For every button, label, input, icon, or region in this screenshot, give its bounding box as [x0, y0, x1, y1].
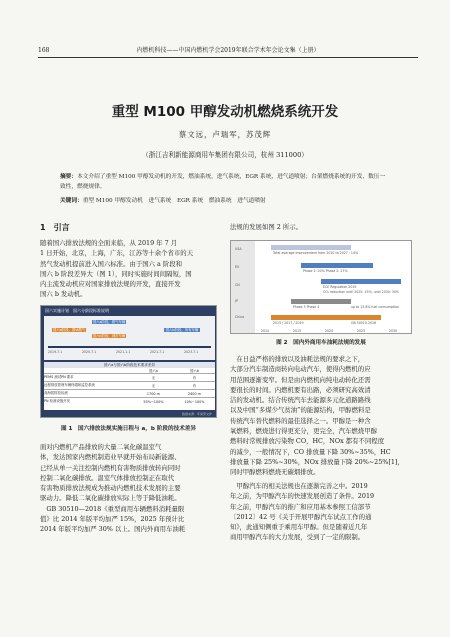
text-line: 国六 b 阶段差异大（图 1），同时实施时间间隔短，国 — [40, 269, 192, 278]
text-line: 传统汽车替代燃料的最佳选择之一。甲醇是一种含 — [230, 416, 371, 425]
text-line: 商用甲醇汽车的大力发展，受到了一定的限制。 — [230, 533, 365, 542]
figure-1-caption: 图 1 国六排放法规实施日程与 a，b 阶段的技术差异 — [61, 426, 196, 432]
abstract — [60, 172, 390, 192]
text-line: 用范围逐渐变窄。但是由内燃机向纯电动转化还需 — [230, 375, 371, 384]
region-column — [231, 241, 255, 334]
regulation-bar — [291, 299, 351, 304]
text-line: 洁的发动机。结合传统汽车去能源多元化道路路线 — [230, 396, 371, 405]
regulation-bar — [321, 279, 401, 284]
left-para-1 — [40, 238, 217, 300]
text-line: GB 30510—2018《重型商用车辆燃料消耗量限 — [40, 504, 185, 513]
text-line: 的减少，一般情况下，CO 排放量下降 30%~35%，HC — [230, 447, 391, 456]
figure-2 — [230, 240, 412, 334]
table-row: 国六a 国六b — [44, 368, 215, 374]
regulation-note: 2015 / 2017 / 2019 — [273, 321, 304, 325]
region-label: China — [235, 315, 245, 319]
left-para-2 — [40, 442, 217, 535]
table — [44, 368, 215, 405]
text-line: 知》，此通知侧重于乘用车甲醇。但是随着近几年 — [230, 523, 368, 532]
journal-title: 内燃机科技——中国内燃机学会2019年联合学术年会论文集（上册） — [136, 47, 320, 54]
figure-2-caption: 图 2 国内外商用车油耗法规的发展 — [276, 340, 366, 346]
regulation-bar — [301, 263, 373, 268]
table-title: 国六a与国六b阶段技术要求差异 — [44, 362, 215, 368]
axis-year: 2010 — [261, 329, 270, 333]
figure-1 — [40, 305, 217, 418]
regulation-note: GB 30510-2018 — [351, 321, 377, 325]
stage-box: 国六b阶段，城市车辆 — [92, 334, 126, 338]
stage-box: 国六a阶段，燃气车辆 — [92, 320, 126, 324]
stage-box: 国六b阶段，所有车辆 — [165, 328, 199, 332]
text-line: 在日益严格的排放以及油耗法规的要求之下， — [230, 355, 365, 363]
section-heading: 1 引言 — [40, 223, 70, 232]
region-label: CN — [235, 283, 240, 287]
timeline-year: 2021.7.1 — [150, 350, 165, 354]
table-row: PEMS 测试PN 要求 无 有 — [44, 374, 215, 382]
text-line: 要很长的时间。内燃机要有出路，必须研究高效清 — [230, 385, 371, 394]
axis-year: 2030 — [389, 329, 398, 333]
text-line: 内主流发动机应对国家排放法规的开发，直接开发 — [40, 280, 181, 289]
timeline-year: 2020.7.1 — [82, 350, 97, 354]
regulation-bar — [271, 245, 351, 250]
text-line: 然气发动机提前进入国六标准。由于国六 a 阶段和 — [40, 259, 183, 268]
diff-table — [44, 362, 215, 410]
paper-title: 重型 M100 甲醇发动机燃烧系统开发 — [111, 104, 339, 120]
table-row: 远程排放管理车辆终端和监控系统 无 有 — [44, 382, 215, 390]
affiliation: （浙江吉利新能源商用车集团有限公司，杭州 311000） — [142, 151, 308, 159]
keywords-label: 关键词： — [60, 198, 83, 204]
table-row: PN 检测设施开发 55%~100% 10%~100% — [44, 399, 205, 404]
text-line: 值》比 2014 年版平均加严 15%，2025 年预计比 — [40, 515, 185, 524]
page-number: 168 — [38, 47, 50, 54]
text-line: 以及中国“多煤少气贫油”的能源结构，甲醇燃料是 — [230, 406, 371, 415]
regulation-bar — [271, 315, 381, 320]
text-line: 随着国六排放法规的全面来临，从 2019 年 7 月 — [40, 239, 178, 247]
regulation-note: Phase 3 Phase 4 — [293, 305, 320, 309]
text-line: 有害物质排放法规成为推动内燃机技术发展的主要 — [40, 484, 181, 493]
regulation-note: ECE Regulation 2019 — [323, 285, 357, 289]
regulation-note: up to 13.8% fuel consumption — [351, 305, 400, 309]
text-line: 国六 b 发动机。 — [40, 290, 87, 299]
text-line: 〔2012〕42 号《关于开展甲醇汽车试点工作的通 — [230, 512, 372, 521]
regulation-note: Total average improvement from 2010 to 2027 : 14% — [273, 251, 358, 255]
axis-year: 2020 — [325, 329, 334, 333]
text-line: 驱动力。降低二氧化碳排放实际上等于降低油耗。 — [40, 494, 181, 503]
text-line: 甲醇汽车的相关法规也在逐渐完善之中。2019 — [230, 482, 368, 490]
right-para-1 — [230, 354, 412, 478]
text-line: 2014 年版平均加严 30% 以上。国内外商用车油耗 — [40, 525, 186, 534]
regulation-note: CO₂ reduction until 2025: 15%; until 2030: 30% — [323, 290, 399, 294]
text-line: 面对内燃机产品排放的大量二氧化碳温室气 — [40, 443, 162, 451]
timeline-panel — [44, 316, 215, 360]
region-label: EU — [235, 265, 240, 269]
timeline-year: 2021.1.1 — [116, 350, 131, 354]
text-line: 年之前，甲醇汽车的推广和应用基本参照工信部节 — [230, 502, 371, 511]
text-line: 体，发达国家内燃机制造业早就开始布局新能源、 — [40, 453, 181, 462]
right-para-0: 法规的发展如图 2 所示。 — [230, 223, 303, 231]
axis-year: 2025 — [357, 329, 366, 333]
text-line: 年之前，为甲醇汽车的快速发展创造了条件。2019 — [230, 492, 375, 501]
stage-box: 国六a阶段，国Ⅵ燃气 — [52, 328, 86, 332]
text-line: 燃料时常规排放污染物 CO，HC，NOx 都有不同程度 — [230, 437, 385, 446]
text-line: 同时甲醇燃料燃烧无碳烟排放。 — [230, 468, 320, 477]
running-header — [38, 46, 418, 58]
text-line: 1 日开始，北京，上海，广东，江苏等十余个省市的天 — [40, 249, 194, 258]
abstract-label: 摘要： — [60, 174, 78, 180]
region-label: USA — [235, 247, 242, 251]
right-para-2 — [230, 481, 412, 543]
text-line: 大部分汽车制造商转向电动汽车，使得内燃机的应 — [230, 365, 371, 374]
text-line: 控制二氧化碳排放。温室气体排放控制正在取代 — [40, 473, 175, 482]
axis-year: 2015 — [293, 329, 302, 333]
region-label: JP — [235, 299, 238, 303]
figure-1-header: 国六实施计划 国六分阶段标准说明 — [45, 308, 109, 313]
figure-note: 数据来源：环保部文件 — [181, 412, 212, 416]
table-row: 高海拔排放检测 1700 m 2400 m — [44, 390, 215, 398]
keywords-text: 重型 M100 甲醇发动机 进气系统 EGR 系统 燃油系统 进气道喷射 — [82, 198, 266, 204]
timeline-axis — [48, 346, 211, 348]
keywords — [60, 196, 390, 206]
text-line: 排放量下降 25%~30%，NOx 排放量下降 20%~25%[1]， — [230, 457, 404, 466]
authors: 蔡文远，卢瑞军，苏茂辉 — [178, 130, 272, 139]
timeline-year: 2023.7.1 — [184, 350, 199, 354]
text-line: 氧燃料，燃烧进行得更充分，更完全，汽车燃烧甲醇 — [230, 427, 377, 436]
timeline-year: 2019.7.1 — [48, 350, 63, 354]
text-line: 已经从单一关注控制内燃机有害物质排放转向同时 — [40, 463, 181, 472]
abstract-text: 本文介绍了重型 M100 甲醇发动机的开发，燃油系统，进气系统，EGR 系统，进气道喷射；台架燃烧系统的开发，数压一致性，燃烧规律。 — [60, 174, 386, 190]
regulation-note: Phase 1: 20% Phase 2: 27% — [303, 269, 348, 273]
